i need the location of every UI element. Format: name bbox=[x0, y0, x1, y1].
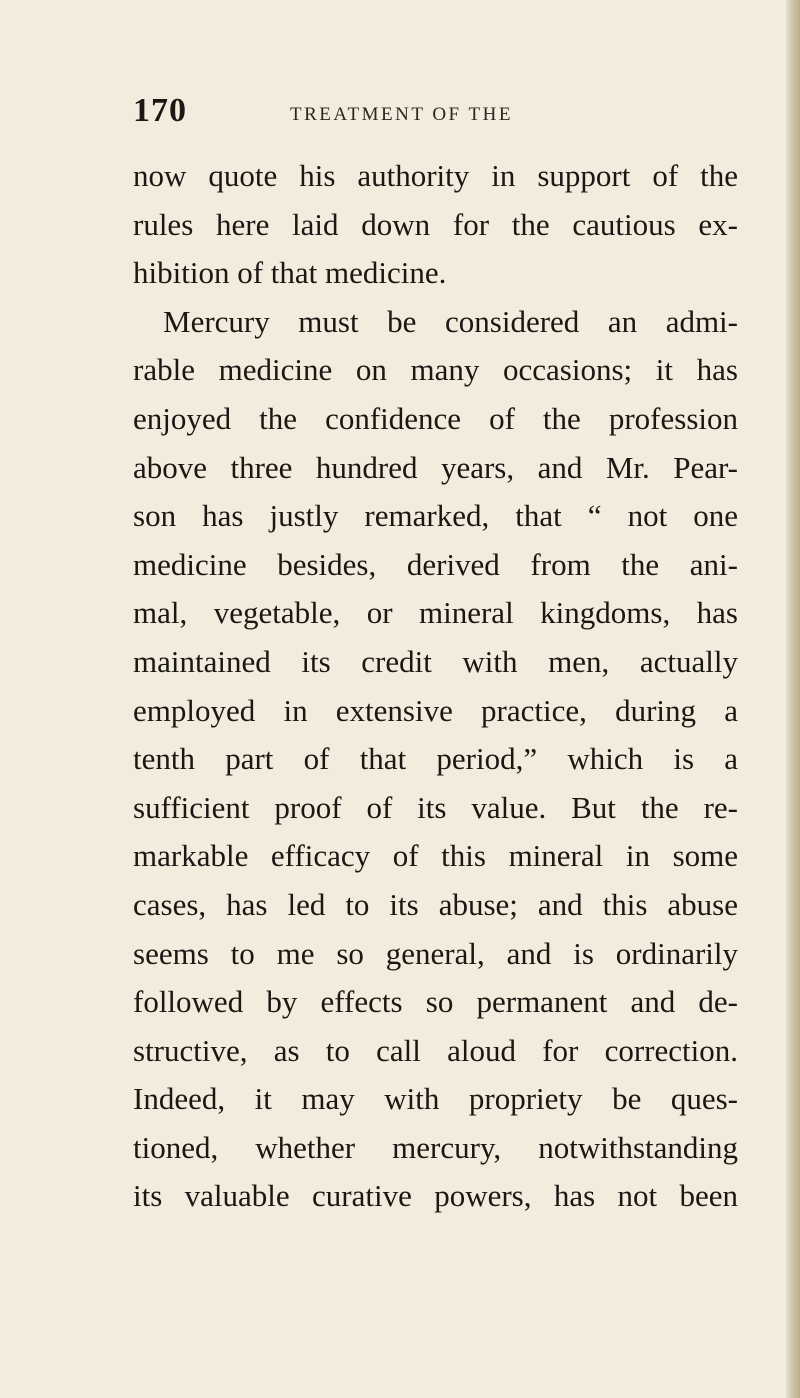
text-line: rules here laid down for the cautious ex- bbox=[133, 206, 738, 242]
page-edge bbox=[786, 0, 800, 1398]
text-line: employed in extensive practice, during a bbox=[133, 692, 738, 728]
text-line: markable efficacy of this mineral in some bbox=[133, 838, 738, 874]
text-line: enjoyed the confidence of the profession bbox=[133, 400, 738, 436]
text-line: structive, as to call aloud for correction. bbox=[133, 1032, 738, 1068]
text-line: mal, vegetable, or mineral kingdoms, has bbox=[133, 595, 738, 631]
text-line: rable medicine on many occasions; it has bbox=[133, 352, 738, 388]
text-line: Mercury must be considered an admi- bbox=[163, 303, 738, 339]
text-line: maintained its credit with men, actually bbox=[133, 643, 738, 679]
text-line: medicine besides, derived from the ani- bbox=[133, 546, 738, 582]
text-line: Indeed, it may with propriety be ques- bbox=[133, 1081, 738, 1117]
text-line: sufficient proof of its value. But the re- bbox=[133, 789, 738, 825]
running-title: TREATMENT OF THE bbox=[290, 104, 513, 125]
text-line: above three hundred years, and Mr. Pear- bbox=[133, 449, 738, 485]
text-line: son has justly remarked, that “ not one bbox=[133, 498, 738, 534]
text-line: followed by effects so permanent and de- bbox=[133, 984, 738, 1020]
running-head bbox=[133, 92, 733, 132]
page-number: 170 bbox=[133, 92, 187, 129]
text-line: tenth part of that period,” which is a bbox=[133, 741, 738, 777]
body-text bbox=[133, 152, 738, 1221]
text-line: now quote his authority in support of the bbox=[133, 158, 738, 193]
text-line: cases, has led to its abuse; and this abuse bbox=[133, 886, 738, 922]
text-line: seems to me so general, and is ordinarily bbox=[133, 935, 738, 971]
text-line: its valuable curative powers, has not been bbox=[133, 1178, 738, 1214]
text-line: tioned, whether mercury, notwithstanding bbox=[133, 1129, 738, 1165]
text-line: hibition of that medicine. bbox=[133, 255, 447, 291]
